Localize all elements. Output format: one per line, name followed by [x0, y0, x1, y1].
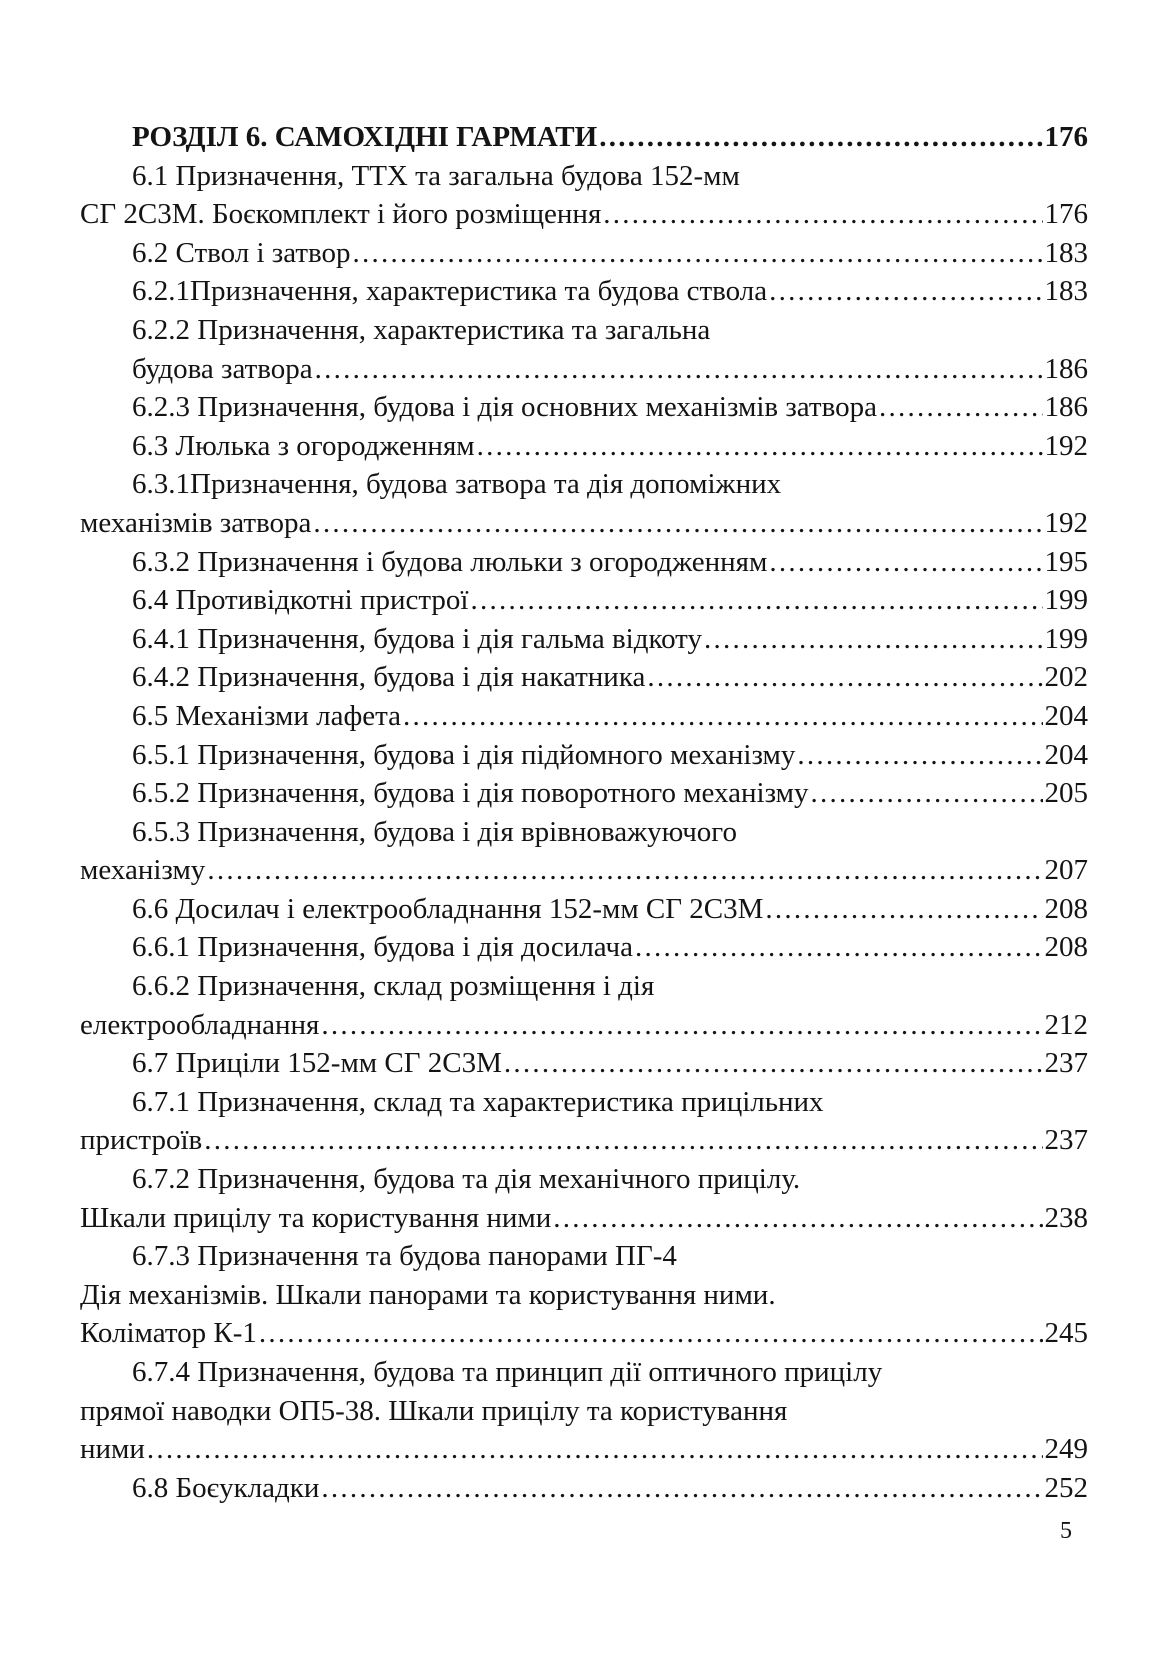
toc-entry-title: 6.1 Призначення, ТТХ та загальна будова 152-мм: [132, 159, 740, 192]
toc-entry-page: 207: [1044, 854, 1088, 887]
toc-entry: [80, 658, 1088, 697]
toc-leader-dots: [259, 1314, 1043, 1353]
toc-entry: [80, 1353, 1088, 1392]
toc-entry-title: Шкали прицілу та користування ними: [80, 1201, 552, 1234]
toc-entry-page: 202: [1044, 661, 1088, 694]
toc-entry-title: РОЗДІЛ 6. САМОХІДНІ ГАРМАТИ: [132, 121, 598, 153]
toc-leader-dots: [811, 774, 1043, 813]
toc-leader-dots: [207, 851, 1042, 890]
toc-leader-dots: [879, 388, 1043, 427]
toc-entry: [80, 272, 1088, 311]
toc-leader-dots: [635, 928, 1043, 967]
toc-entry: [80, 813, 1088, 852]
toc-entry-title: 6.7.4 Призначення, будова та принцип дії оптичного прицілу: [132, 1356, 883, 1388]
toc-entry: [80, 195, 1088, 234]
toc-entry-page: 208: [1044, 931, 1088, 964]
toc-entry: [80, 736, 1088, 775]
page-number: 5: [1060, 1518, 1072, 1544]
toc-entry: [80, 1392, 1088, 1431]
toc-entry-title: пристроїв: [80, 1124, 203, 1157]
toc-entry-title: 6.8 Боєукладки: [132, 1471, 320, 1504]
toc-leader-dots: [477, 427, 1043, 466]
toc-entry: [80, 1430, 1088, 1469]
toc-entry: [80, 157, 1088, 196]
toc-entry-page: 237: [1044, 1047, 1088, 1080]
toc-entry-title: механізму: [80, 854, 206, 887]
toc-entry-page: 195: [1044, 545, 1088, 578]
toc-entry-page: 205: [1044, 777, 1088, 810]
toc-leader-dots: [769, 543, 1042, 582]
toc-entry-page: 183: [1044, 236, 1088, 269]
toc-entry: [80, 234, 1088, 273]
toc-entry: [80, 388, 1088, 427]
toc-entry-page: 186: [1044, 391, 1088, 424]
toc-entry-title: 6.5.2 Призначення, будова і дія поворотного механізму: [132, 777, 809, 810]
toc-entry-title: 6.7 Приціли 152-мм СГ 2С3М: [132, 1047, 502, 1080]
toc-entry-title: 6.4.2 Призначення, будова і дія накатника: [132, 661, 646, 694]
toc-leader-dots: [765, 890, 1042, 929]
toc-entry-title: будова затвора: [132, 352, 313, 385]
toc-entry: [80, 1083, 1088, 1122]
toc-entry: [80, 890, 1088, 929]
toc-entry: [80, 1237, 1088, 1276]
toc-leader-dots: [769, 272, 1042, 311]
toc-entry-title: 6.2.3 Призначення, будова і дія основних механізмів затвора: [132, 391, 877, 424]
toc-entry: [80, 427, 1088, 466]
toc-entry: [80, 581, 1088, 620]
toc-leader-dots: [599, 118, 1042, 157]
toc-entry-title: 6.6.2 Призначення, склад розміщення і дія: [132, 970, 655, 1003]
toc-entry: [80, 1276, 1088, 1315]
toc-entry-page: 199: [1044, 622, 1088, 655]
toc-entry: [80, 504, 1088, 543]
toc-entry: [80, 1469, 1088, 1508]
toc-entry: [80, 620, 1088, 659]
toc-entry: [80, 851, 1088, 890]
toc-entry-page: 208: [1044, 892, 1088, 925]
toc-entry-page: 204: [1044, 738, 1088, 771]
toc-entry-page: 237: [1044, 1124, 1088, 1157]
toc-leader-dots: [321, 1469, 1042, 1508]
toc-entry-title: 6.2.2 Призначення, характеристика та загальна: [132, 313, 711, 346]
toc-entry: [80, 1160, 1088, 1199]
toc-entry-title: 6.7.2 Призначення, будова та дія механічного прицілу.: [132, 1163, 801, 1196]
toc-entry-title: 6.4 Противідкотні пристрої: [132, 584, 469, 617]
toc-entry-title: Дія механізмів. Шкали панорами та користування ними.: [80, 1278, 776, 1311]
toc-entry: [80, 1044, 1088, 1083]
toc-entry-page: 249: [1044, 1433, 1088, 1466]
toc-entry-page: 204: [1044, 699, 1088, 732]
toc-entry: [80, 697, 1088, 736]
toc-entry-page: 238: [1044, 1201, 1088, 1234]
toc-leader-dots: [603, 195, 1042, 234]
toc-entry-title: 6.7.1 Призначення, склад та характеристика прицільних: [132, 1085, 824, 1118]
toc-leader-dots: [321, 1006, 1042, 1045]
toc-leader-dots: [313, 504, 1042, 543]
toc-entry-page: 176: [1044, 121, 1088, 153]
toc-entry-title: 6.3.1Призначення, будова затвора та дія допоміжних: [132, 468, 782, 501]
toc-entry-page: 252: [1044, 1471, 1088, 1504]
toc-entry-title: 6.4.1 Призначення, будова і дія гальма відкоту: [132, 622, 702, 655]
toc-entry-page: 186: [1044, 352, 1088, 385]
toc-leader-dots: [504, 1044, 1043, 1083]
toc-entry-title: ними: [80, 1433, 145, 1466]
toc-entry-page: 245: [1044, 1317, 1088, 1350]
toc-entry: [80, 118, 1088, 157]
toc-entry-page: 192: [1044, 429, 1088, 462]
toc-entry-page: 212: [1044, 1008, 1088, 1041]
toc-entry-title: 6.5.1 Призначення, будова і дія підйомного механізму: [132, 738, 796, 771]
toc-entry: [80, 928, 1088, 967]
toc-leader-dots: [147, 1430, 1043, 1469]
toc-entry-title: СГ 2С3М. Боєкомплект і його розміщення: [80, 198, 602, 231]
toc-leader-dots: [353, 234, 1043, 273]
toc-entry-page: 192: [1044, 506, 1088, 539]
toc-entry-page: 199: [1044, 584, 1088, 617]
toc-leader-dots: [704, 620, 1043, 659]
toc-entry: [80, 1314, 1088, 1353]
toc-entry: [80, 543, 1088, 582]
table-of-contents: [80, 118, 1088, 1507]
toc-entry-title: 6.7.3 Призначення та будова панорами ПГ-4: [132, 1240, 677, 1273]
toc-entry: [80, 465, 1088, 504]
toc-entry: [80, 311, 1088, 350]
toc-entry: [80, 774, 1088, 813]
toc-entry-title: 6.3.2 Призначення і будова люльки з огородженням: [132, 545, 768, 578]
toc-leader-dots: [797, 736, 1042, 775]
toc-entry-title: 6.5.3 Призначення, будова і дія врівноважуючого: [132, 815, 737, 848]
toc-entry-title: 6.2.1Призначення, характеристика та будова ствола: [132, 275, 768, 308]
toc-entry: [80, 1121, 1088, 1160]
toc-entry-title: 6.6 Досилач і електрообладнання 152-мм СГ 2С3М: [132, 892, 764, 925]
toc-entry-title: механізмів затвора: [80, 506, 312, 539]
toc-leader-dots: [553, 1199, 1042, 1238]
toc-leader-dots: [315, 350, 1043, 389]
toc-entry-page: 176: [1044, 198, 1088, 231]
toc-entry-page: 183: [1044, 275, 1088, 308]
toc-entry-title: Коліматор К-1: [80, 1317, 257, 1350]
toc-entry-title: прямої наводки ОП5-38. Шкали прицілу та користування: [80, 1394, 788, 1427]
toc-leader-dots: [204, 1121, 1042, 1160]
toc-entry-title: 6.2 Ствол і затвор: [132, 236, 351, 269]
toc-entry-title: 6.6.1 Призначення, будова і дія досилача: [132, 931, 633, 964]
toc-entry: [80, 1006, 1088, 1045]
toc-leader-dots: [647, 658, 1042, 697]
toc-entry-title: 6.5 Механізми лафета: [132, 699, 402, 732]
toc-entry: [80, 350, 1088, 389]
toc-leader-dots: [403, 697, 1042, 736]
toc-leader-dots: [471, 581, 1043, 620]
toc-entry: [80, 967, 1088, 1006]
toc-entry-title: 6.3 Люлька з огородженням: [132, 429, 475, 462]
toc-entry-title: електрообладнання: [80, 1008, 320, 1041]
toc-entry: [80, 1199, 1088, 1238]
